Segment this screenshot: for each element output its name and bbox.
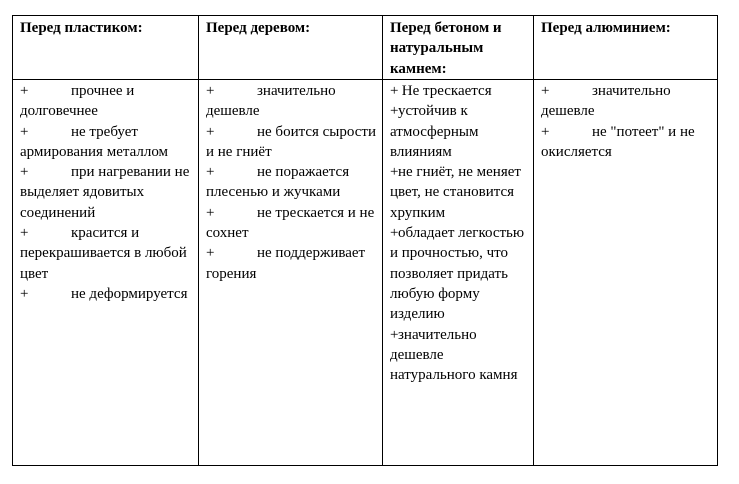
list-item (206, 162, 376, 203)
list-item (20, 223, 192, 284)
plus-icon: + (206, 204, 215, 221)
header-plastic: Перед пластиком: (13, 16, 199, 80)
list-item (206, 243, 376, 284)
list-item (390, 325, 527, 386)
cell-aluminum (534, 80, 718, 466)
list-item-text: не гниёт, не меняет цвет, не становится хрупким (390, 164, 521, 221)
advantages-row (13, 80, 718, 466)
plus-icon: + (20, 123, 29, 140)
list-item (206, 122, 376, 163)
list-item-text: не "потеет" и не окисляется (541, 123, 695, 160)
list-item (20, 81, 192, 122)
header-aluminum: Перед алюминием: (534, 16, 718, 80)
cell-wood (199, 80, 383, 466)
plus-icon: + (541, 123, 550, 140)
plus-icon: + (390, 326, 399, 343)
list-item (206, 81, 376, 122)
list-item (541, 81, 711, 122)
comparison-table (12, 15, 718, 466)
plus-icon: + (20, 225, 29, 242)
plus-icon: + (206, 245, 215, 262)
plus-icon: + (390, 103, 399, 120)
plus-icon: + (206, 164, 215, 181)
list-item-text: не деформируется (71, 285, 188, 302)
plus-icon: + (20, 83, 29, 99)
plus-icon: + (20, 164, 29, 181)
header-wood: Перед деревом: (199, 16, 383, 80)
plus-icon: + (390, 164, 399, 181)
plus-icon: + (206, 83, 215, 99)
cell-plastic (13, 80, 199, 466)
list-item-text: значительно дешевле (206, 83, 336, 120)
plus-icon: + (390, 83, 399, 99)
list-item-text: не требует армирования металлом (20, 123, 169, 160)
plus-icon: + (206, 123, 215, 140)
plus-icon: + (390, 225, 399, 242)
list-item-text: не поддерживает горения (206, 245, 366, 282)
list-item-text: значительно дешевле натурального камня (390, 326, 518, 384)
list-item-text: обладает легкостью и прочностью, что позволяет придать любую форму изделию (390, 225, 525, 323)
list-item-text: не трескается и не сохнет (206, 204, 375, 242)
list-item-text: не боится сырости и не гниёт (206, 123, 376, 160)
plus-icon: + (541, 83, 550, 99)
list-item-text: Не трескается (398, 83, 492, 99)
header-concrete-stone: Перед бетоном и натуральным камнем: (383, 16, 534, 80)
list-item (206, 203, 376, 244)
list-item-text: прочнее и долговечнее (20, 83, 135, 120)
list-item (541, 122, 711, 163)
list-item-text: красится и перекрашивается в любой цвет (20, 225, 187, 282)
list-item (20, 122, 192, 163)
list-item (390, 223, 527, 324)
list-item (390, 101, 527, 162)
plus-icon: + (20, 285, 29, 302)
list-item (20, 162, 192, 223)
list-item (20, 284, 192, 304)
list-item-text: не поражается плесенью и жучками (206, 164, 350, 201)
list-item-text: значительно дешевле (541, 83, 671, 120)
list-item (390, 81, 527, 101)
list-item (390, 162, 527, 223)
list-item-text: при нагревании не выделяет ядовитых соединений (20, 164, 190, 221)
header-row (13, 16, 718, 80)
list-item-text: устойчив к атмосферным влияниям (390, 103, 479, 160)
cell-concrete-stone (383, 80, 534, 466)
